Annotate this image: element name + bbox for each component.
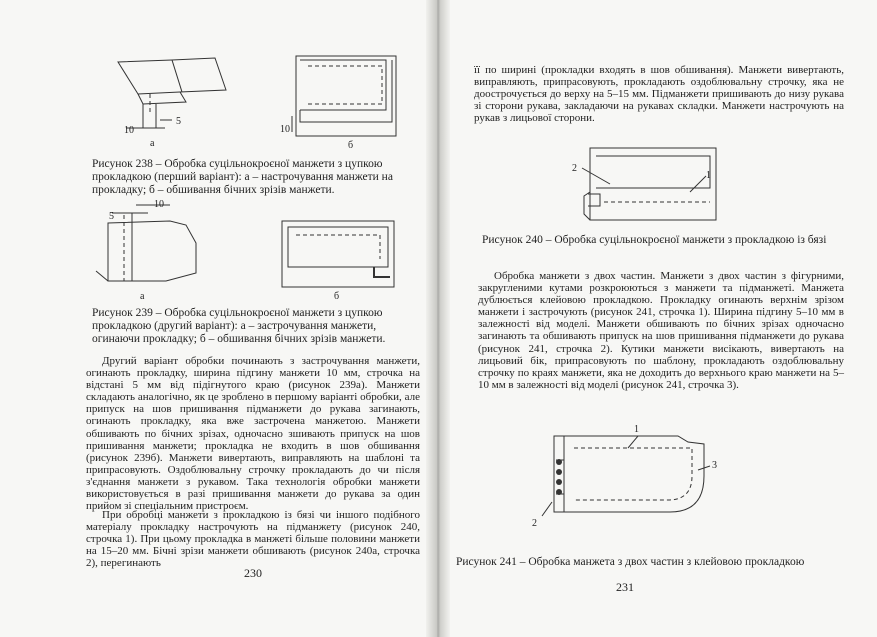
- figure-240: [448, 140, 877, 230]
- figure-241: [448, 424, 877, 552]
- fig239-label-a: а: [140, 291, 145, 302]
- fig238-dim-5: 5: [176, 116, 181, 127]
- fig238-dim-10-b: 10: [280, 124, 290, 135]
- fig239-dim-5: 5: [109, 211, 114, 222]
- right-page: [448, 0, 877, 637]
- right-page-number: 231: [616, 580, 634, 594]
- fig239-caption: Рисунок 239 – Обробка суцільнокроєної манжети з цупкою прокладкою (другий варіант): а – застрочування манжети, огинаючи прокладку; б – обшивання бічних зрізів манжети.: [92, 307, 386, 345]
- fig240-label-1: 1: [706, 170, 711, 181]
- right-paragraph-top: її по ширині (прокладки входять в шов обшивання). Манжети вивертають, виправляють, припрасовують, прокладають оздоблювальну строчку, яка не доострочується до верху на 5–15 мм. Підманжети пришивають до низу рукава зі сторони рукава, закладаючи на рукавах складки. Манжети настрочують на рукав з лицьової сторони.: [474, 64, 844, 125]
- figure-238: [0, 0, 436, 160]
- fig238-label-b: б: [348, 140, 354, 151]
- fig241-bead-column: [556, 459, 562, 495]
- fig240-label-2: 2: [572, 163, 577, 174]
- right-paragraph-cuff: Обробка манжети з двох частин. Манжети з двох частин з фігурними, закругленими кутами розкроюються з манжети та підманжеті. Манжета дублюється клейовою прокладкою. Прокладку огинають верхнім зрізом манжети і застрочують (рисунок 241, строчка 1). Ширина підгину 5–10 мм в залежності від моделі. Манжети обшивають по бічних зрізах одночасно загинають та обшивають припуск на шов пришивання підманжети до рукава (рисунок 241, строчка 2). Кутики манжети висікають, вивертають на лицьовий бік, припрасовують по шаблону, прокладають оздоблювальну строчку по краях манжети, яка не доходить до верхнього краю манжети на 5–10 мм в залежності від моделі (рисунок 241, строчка 3).: [478, 270, 844, 391]
- fig239-dim-10: 10: [154, 199, 164, 210]
- fig241-label-2: 2: [532, 518, 537, 529]
- figure-239: [0, 195, 436, 305]
- fig238-dim-10: 10: [124, 125, 134, 136]
- fig240-caption: Рисунок 240 – Обробка суцільнокроєної манжети з прокладкою із бязі: [482, 234, 827, 246]
- left-page: [0, 0, 436, 637]
- fig241-label-1: 1: [634, 424, 639, 435]
- left-paragraph-1: Другий варіант обробки починають з застрочування манжети, огинають прокладку, ширина підгину манжети 10 мм, строчка на відстані 5 мм від підігнутого краю (рисунок 239а). Манжети складають аналогічно, як це зроблено в першому варіанті обробки, але припуск на шов пришивання підманжети до рукава загинають, огинають прокладку, яка вже застрочена манжетою. Манжети обшивають по бічних зрізах, одночасно зшивають припуск на шов пришивання манжети; прокладка не входить в шов обшивання (рисунок 239б). Манжети вивертають, виправляють на шаблоні та припрасовують. Оздоблювальну строчку прокладають до чи після з'єднання манжети з рукавом. Така технологія обробки манжети використовується в разі пришивання манжети до рукава за один прийом зі спеціальним пристроєм.: [86, 355, 420, 513]
- left-page-number: 230: [244, 566, 262, 580]
- fig238-caption: Рисунок 238 – Обробка суцільнокроєної манжети з цупкою прокладкою (перший варіант): а – настрочування манжети на прокладку; б – обшивання бічних зрізів манжети.: [92, 158, 393, 196]
- fig241-caption: Рисунок 241 – Обробка манжета з двох частин з клейовою прокладкою: [456, 556, 805, 568]
- fig241-label-3: 3: [712, 460, 717, 471]
- fig239-label-b: б: [334, 291, 340, 302]
- left-paragraph-2: При обробці манжети з прокладкою із бязі чи іншого подібного матеріалу прокладку настрочують на підманжету (рисунок 240, строчка 1). При цьому прокладка в манжеті більше половини манжети на 15–20 мм. Бічні зрізи манжети обшивають (рисунок 240а, строчка 2), перегинають: [86, 509, 420, 570]
- fig238-label-a: а: [150, 138, 155, 149]
